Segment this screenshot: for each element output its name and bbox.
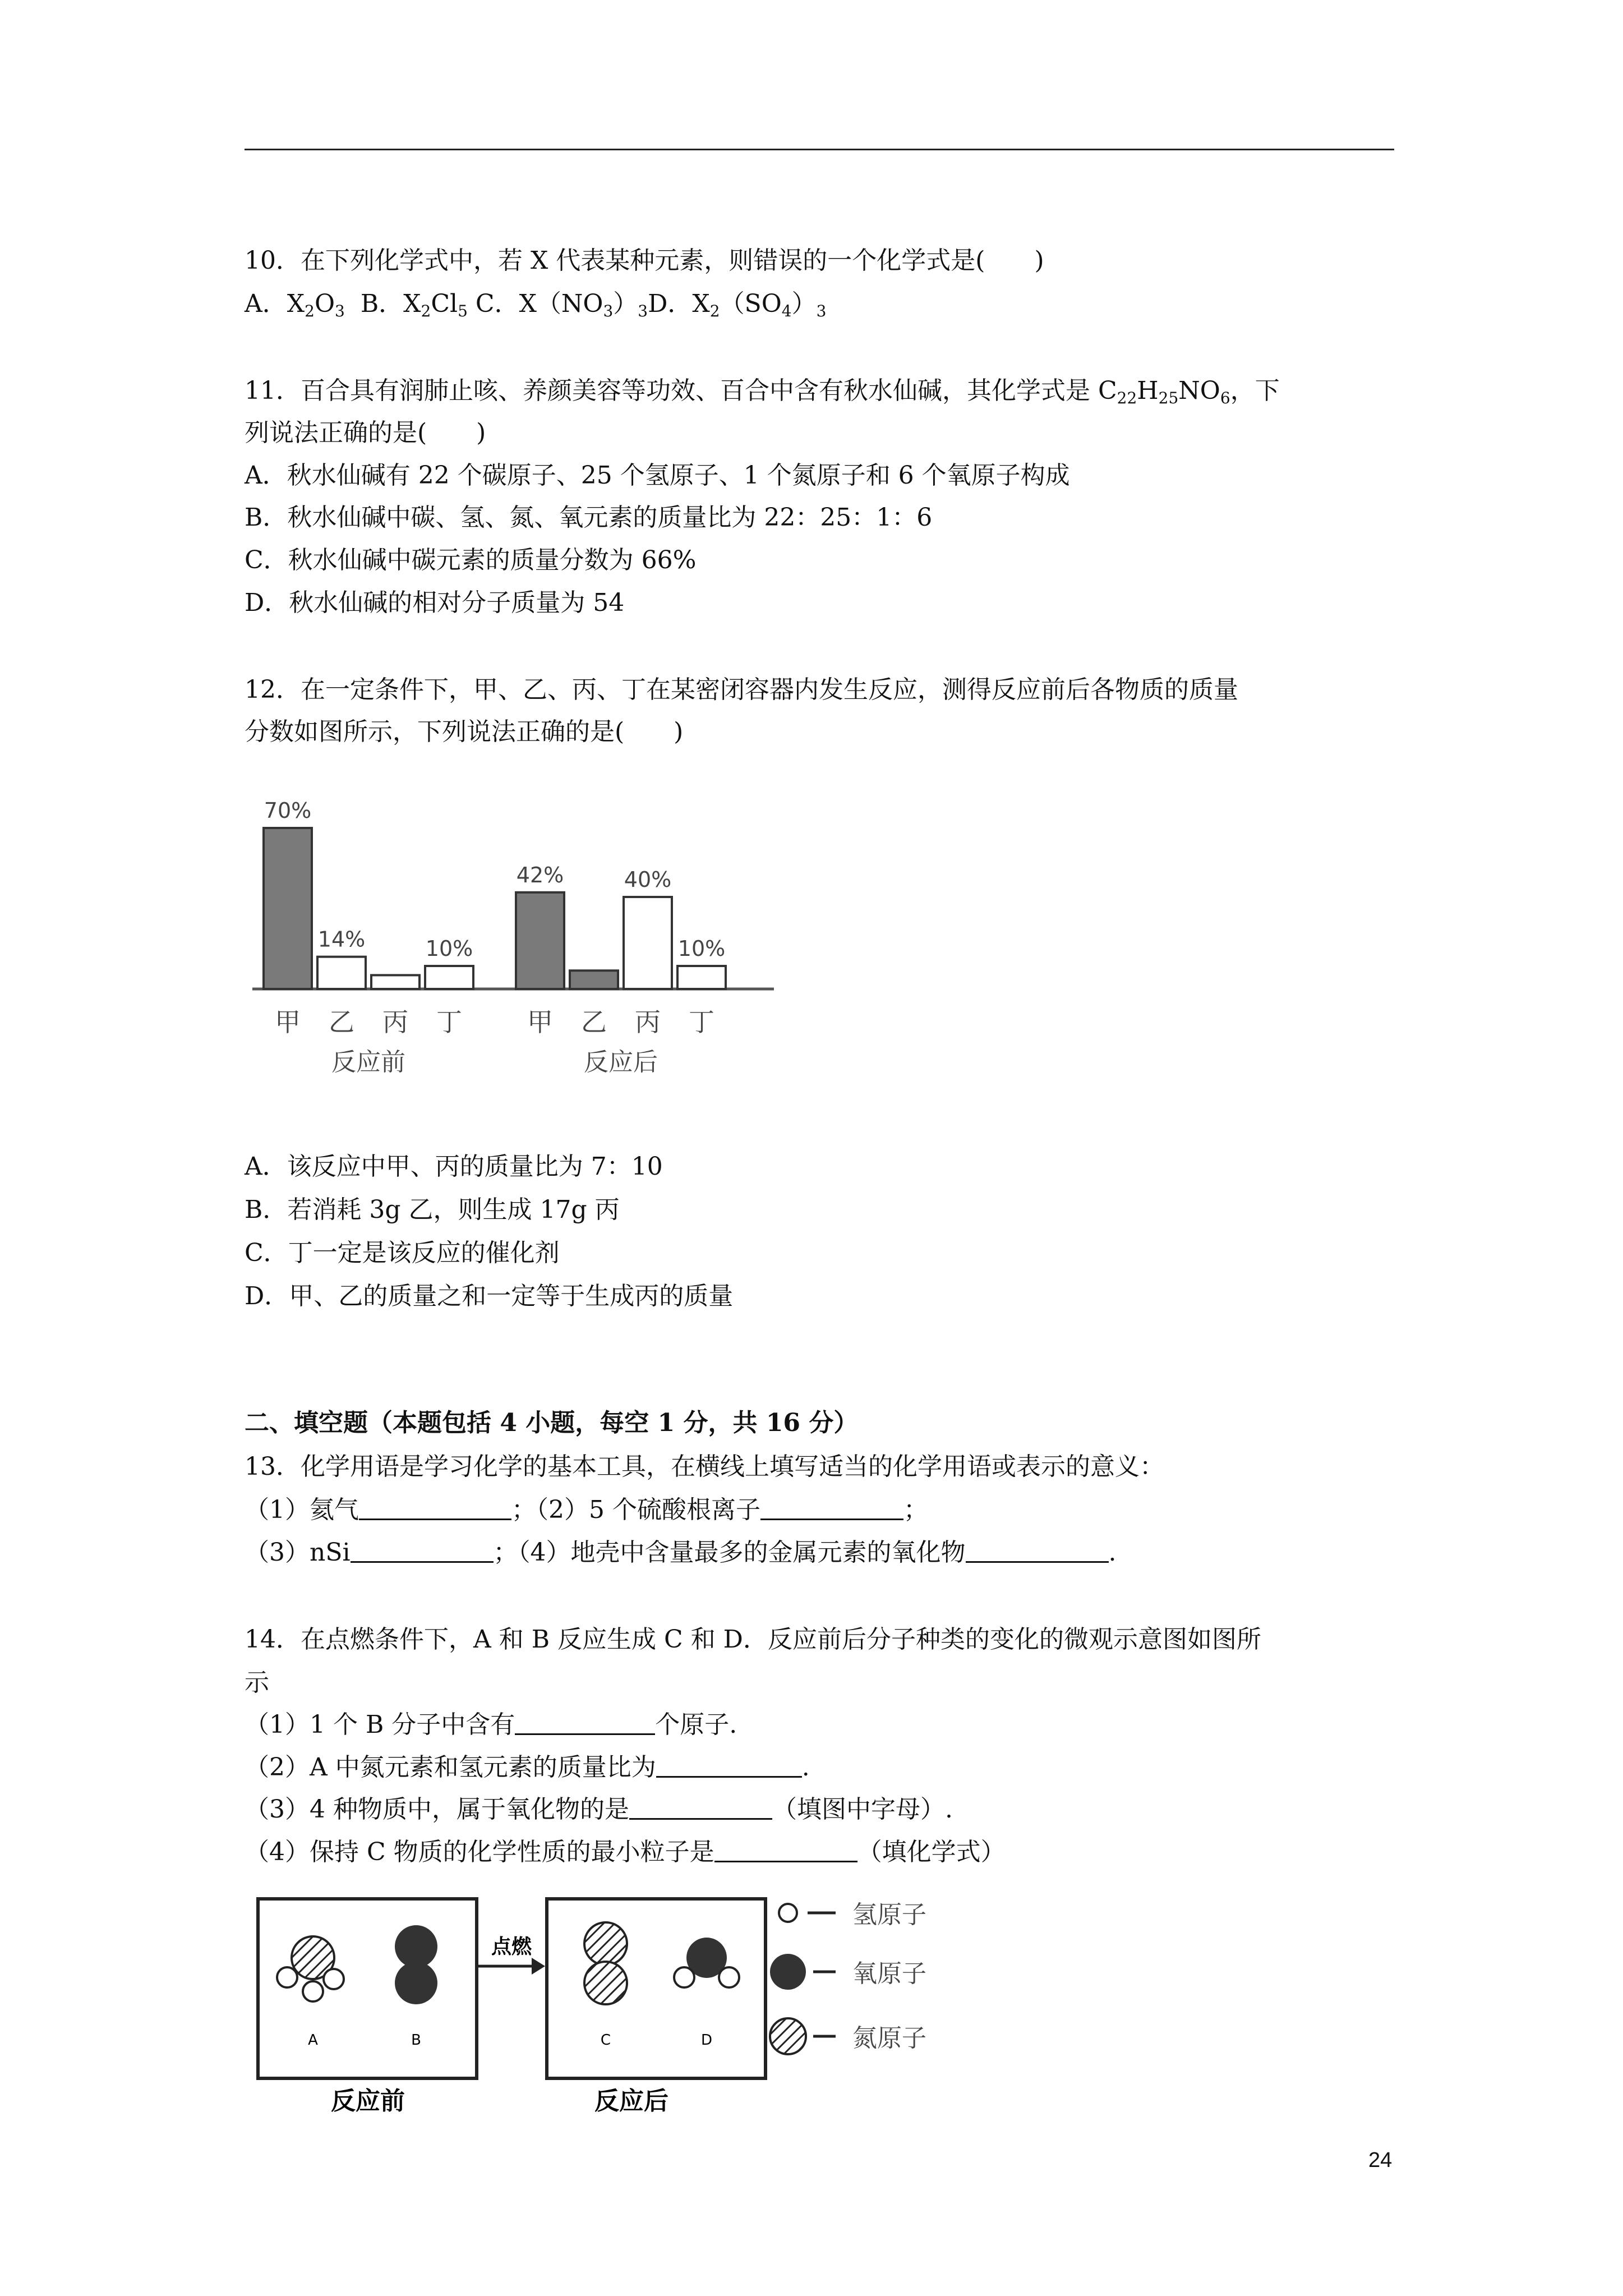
- category-label-1-0: 甲: [527, 1007, 553, 1037]
- label-b: B: [411, 2032, 421, 2049]
- bar-0-1: [317, 957, 366, 989]
- after-box: [547, 1899, 766, 2078]
- bar-0-0: [264, 828, 312, 989]
- header-rule: [245, 149, 1394, 150]
- value-label-1-0: 42%: [516, 862, 564, 887]
- arrow-label: 点燃: [491, 1935, 532, 1958]
- category-label-1-3: 丁: [689, 1007, 714, 1037]
- molecule-d: [674, 1938, 739, 1987]
- group-label-1: 反应后: [584, 1048, 658, 1076]
- q13-line-1: （1）氦气 ；（2）5 个硫酸根离子 ；: [245, 1496, 928, 1524]
- q11-option-c: C．秋水仙碱中碳元素的质量分数为 66%: [245, 546, 697, 574]
- svg-text:氮原子: 氮原子: [852, 2024, 926, 2053]
- svg-text:氢原子: 氢原子: [852, 1901, 926, 1929]
- arrow-head: [532, 1958, 545, 1975]
- answer-blank[interactable]: [359, 1497, 511, 1520]
- svg-text:氧原子: 氧原子: [852, 1959, 926, 1988]
- label-a: A: [308, 2032, 318, 2049]
- value-label-0-1: 14%: [317, 927, 366, 952]
- answer-blank[interactable]: [966, 1540, 1109, 1563]
- after-label: 反应后: [594, 2087, 668, 2115]
- answer-blank[interactable]: [760, 1497, 903, 1520]
- value-label-0-0: 70%: [264, 798, 312, 823]
- q13-line-2: （3）nSi ；（4）地壳中含量最多的金属元素的氧化物 .: [245, 1538, 1117, 1567]
- category-label-1-2: 丙: [635, 1007, 661, 1037]
- q11-option-a: A．秋水仙碱有 22 个碳原子、25 个氢原子、1 个氮原子和 6 个氧原子构成: [245, 461, 1070, 490]
- q12-stem: 12．在一定条件下，甲、乙、丙、丁在某密闭容器内发生反应，测得反应前后各物质的质量: [245, 675, 1238, 704]
- before-label: 反应前: [331, 2087, 405, 2115]
- bar-0-3: [425, 966, 473, 989]
- q14-part-2: （2）A 中氮元素和氢元素的质量比为 .: [245, 1753, 810, 1782]
- legend-nitrogen: [770, 2018, 926, 2054]
- category-label-1-1: 乙: [581, 1007, 607, 1037]
- q10-options: A．$X_2O_3$ B．$X_2Cl_5$ C．$X(NO_3)_3D$．$X_2(SO_4)_3$: [245, 289, 827, 320]
- legend-oxygen: [770, 1954, 926, 1990]
- answer-blank[interactable]: [656, 1755, 802, 1778]
- bar-0-2: [371, 975, 419, 989]
- q12-option-b: B．若消耗 3g 乙，则生成 17g 丙: [245, 1195, 620, 1224]
- answer-blank[interactable]: [351, 1540, 494, 1563]
- q11-stem: 11．百合具有润肺止咳、养颜美容等功效、百合中含有秋水仙碱，其化学式是 $C_{22}H_{25}NO_6$，下: [245, 376, 1280, 407]
- bar-1-3: [677, 966, 726, 989]
- q14-part-4: （4）保持 C 物质的化学性质的最小粒子是 （填化学式）: [245, 1838, 1006, 1866]
- label-d: D: [700, 2032, 713, 2049]
- q12-option-c: C．丁一定是该反应的催化剂: [245, 1239, 560, 1267]
- category-label-0-1: 乙: [329, 1007, 354, 1037]
- bar-1-2: [624, 897, 672, 989]
- category-label-0-2: 丙: [382, 1007, 408, 1037]
- molecule-c: [584, 1922, 627, 2004]
- answer-blank[interactable]: [714, 1839, 857, 1862]
- q12-stem-2: 分数如图所示，下列说法正确的是( ): [245, 717, 684, 746]
- legend-hydrogen: [779, 1901, 926, 1929]
- before-box: [258, 1899, 477, 2078]
- q14-stem: 14．在点燃条件下，A 和 B 反应生成 C 和 D．反应前后分子种类的变化的微观示意图如图所: [245, 1625, 1261, 1654]
- q11-option-d: D．秋水仙碱的相对分子质量为 54: [245, 588, 625, 617]
- q14-part-1: （1）1 个 B 分子中含有 个原子.: [245, 1710, 737, 1739]
- reaction-micro-diagram: [247, 1890, 998, 2126]
- value-label-1-3: 10%: [677, 936, 726, 961]
- molecule-a: [277, 1936, 344, 2001]
- bar-1-1: [570, 970, 618, 989]
- answer-blank[interactable]: [515, 1712, 655, 1735]
- page-number: 24: [1368, 2148, 1393, 2172]
- section-title: 二、填空题（本题包括 4 小题，每空 1 分，共 16 分）: [245, 1409, 859, 1437]
- q14-part-3: （3）4 种物质中，属于氧化物的是 （填图中字母）.: [245, 1795, 953, 1824]
- value-label-1-2: 40%: [624, 867, 672, 892]
- q12-option-d: D．甲、乙的质量之和一定等于生成丙的质量: [245, 1282, 734, 1310]
- mass-fraction-bar-chart: [247, 760, 785, 1085]
- q12-option-a: A．该反应中甲、丙的质量比为 7：10: [245, 1152, 663, 1181]
- q11-stem-2: 列说法正确的是( ): [245, 418, 486, 447]
- category-label-0-3: 丁: [436, 1007, 462, 1037]
- label-c: C: [600, 2032, 611, 2049]
- molecule-b: [395, 1925, 437, 2004]
- category-label-0-0: 甲: [275, 1007, 301, 1037]
- q13-stem: 13．化学用语是学习化学的基本工具，在横线上填写适当的化学用语或表示的意义：: [245, 1452, 1164, 1481]
- value-label-0-3: 10%: [425, 936, 473, 961]
- bar-1-0: [516, 892, 564, 989]
- group-label-0: 反应前: [331, 1048, 405, 1076]
- q10-stem: 10．在下列化学式中，若 X 代表某种元素，则错误的一个化学式是( ): [245, 246, 1044, 275]
- q11-option-b: B．秋水仙碱中碳、氢、氮、氧元素的质量比为 22：25：1：6: [245, 503, 933, 532]
- answer-blank[interactable]: [629, 1797, 772, 1820]
- q14-stem-2: 示: [245, 1668, 269, 1697]
